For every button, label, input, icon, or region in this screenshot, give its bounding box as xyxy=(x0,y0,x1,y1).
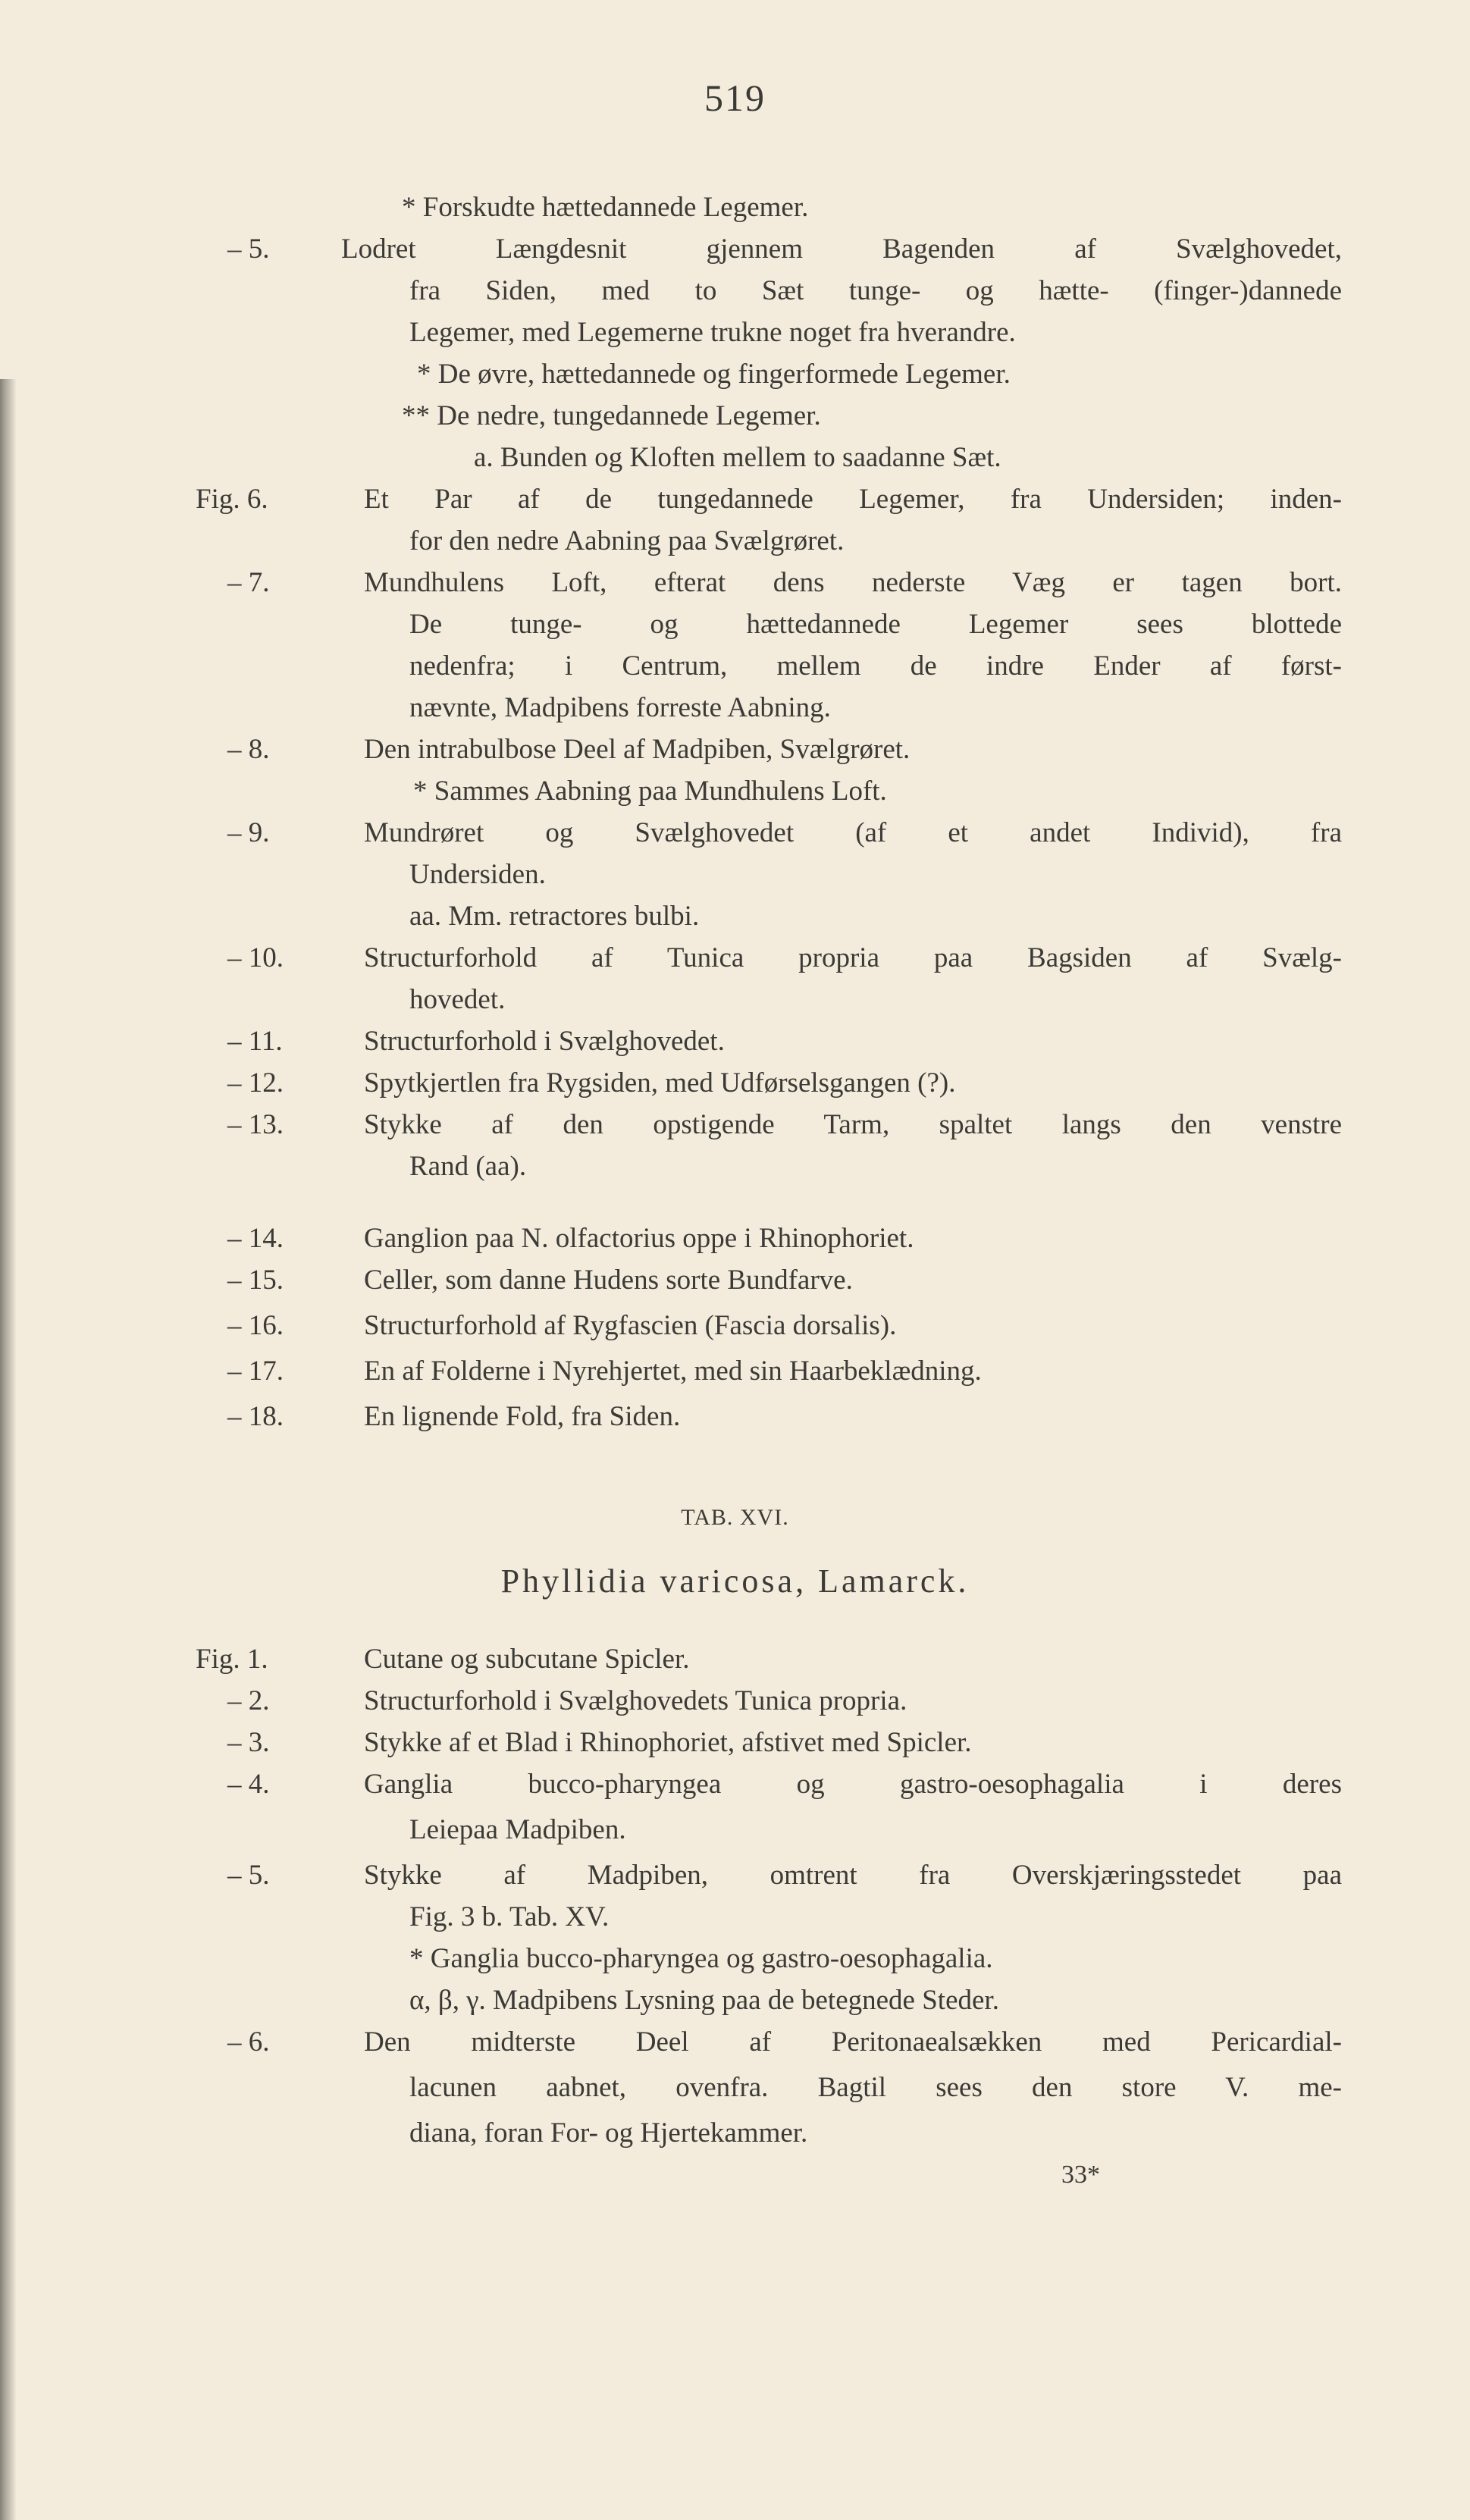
text-line: Undersiden. xyxy=(409,859,546,890)
plate-heading: TAB. XVI. xyxy=(681,1505,789,1530)
text-line: lacunen aabnet, ovenfra. Bagtil sees den store V. me- xyxy=(409,2072,1342,2103)
text-line: Mundhulens Loft, efterat dens nederste Væg er tagen bort. xyxy=(364,567,1342,598)
text-line: Rand (aa). xyxy=(409,1151,527,1182)
text-line: nedenfra; i Centrum, mellem de indre Ender af først- xyxy=(409,650,1342,682)
figure-label: – 4. xyxy=(227,1769,270,1800)
text-line: a. Bunden og Kloften mellem to saadanne Sæt. xyxy=(474,442,1001,473)
figure-label: Fig. 1. xyxy=(196,1644,268,1675)
text-line: for den nedre Aabning paa Svælgrøret. xyxy=(409,525,845,556)
figure-label: – 5. xyxy=(227,234,270,265)
text-line: Den intrabulbose Deel af Madpiben, Svælgrøret. xyxy=(364,734,911,765)
text-line: Ganglion paa N. olfactorius oppe i Rhinophoriet. xyxy=(364,1223,914,1254)
text-line: Structurforhold i Svælghovedet. xyxy=(364,1026,725,1057)
text-line: α, β, γ. Madpibens Lysning paa de betegnede Steder. xyxy=(409,1985,999,2016)
figure-label: – 12. xyxy=(227,1067,284,1099)
text-line: Fig. 3 b. Tab. XV. xyxy=(409,1901,610,1932)
text-line: aa. Mm. retractores bulbi. xyxy=(409,901,700,932)
text-line: hovedet. xyxy=(409,984,506,1015)
text-line: fra Siden, med to Sæt tunge- og hætte- (finger-)dannede xyxy=(409,275,1342,306)
text-line: ** De nedre, tungedannede Legemer. xyxy=(402,400,821,431)
figure-label: – 14. xyxy=(227,1223,284,1254)
figure-label: – 6. xyxy=(227,2026,270,2058)
text-line: Structurforhold i Svælghovedets Tunica propria. xyxy=(364,1685,907,1716)
text-line: * Ganglia bucco-pharyngea og gastro-oesophagalia. xyxy=(409,1943,993,1974)
figure-label: – 8. xyxy=(227,734,270,765)
text-line: Legemer, med Legemerne trukne noget fra hverandre. xyxy=(409,317,1016,348)
text-line: Ganglia bucco-pharyngea og gastro-oesophagalia i deres xyxy=(364,1769,1342,1800)
page-edge-shadow xyxy=(0,379,17,2520)
text-line: Celler, som danne Hudens sorte Bundfarve. xyxy=(364,1265,853,1296)
text-line: Cutane og subcutane Spicler. xyxy=(364,1644,690,1675)
figure-label: – 16. xyxy=(227,1310,284,1341)
text-line: Leiepaa Madpiben. xyxy=(409,1814,626,1845)
figure-label: – 17. xyxy=(227,1356,284,1387)
text-line: * De øvre, hættedannede og fingerformede Legemer. xyxy=(417,359,1011,390)
text-line: Den midterste Deel af Peritonaealsækken med Pericardial- xyxy=(364,2026,1342,2058)
text-line: nævnte, Madpibens forreste Aabning. xyxy=(409,692,831,723)
text-line: Stykke af den opstigende Tarm, spaltet langs den venstre xyxy=(364,1109,1342,1140)
text-line: Spytkjertlen fra Rygsiden, med Udførselsgangen (?). xyxy=(364,1067,956,1099)
text-line: Stykke af et Blad i Rhinophoriet, afstivet med Spicler. xyxy=(364,1727,972,1758)
text-line: De tunge- og hættedannede Legemer sees blottede xyxy=(409,609,1342,640)
text-line: Mundrøret og Svælghovedet (af et andet Individ), fra xyxy=(364,817,1342,848)
text-line: * Forskudte hættedannede Legemer. xyxy=(402,192,809,223)
text-line: * Sammes Aabning paa Mundhulens Loft. xyxy=(413,776,887,807)
figure-label: – 2. xyxy=(227,1685,270,1716)
text-line: Structurforhold af Tunica propria paa Bagsiden af Svælg- xyxy=(364,942,1342,973)
figure-label: – 5. xyxy=(227,1860,270,1891)
text-line: En af Folderne i Nyrehjertet, med sin Haarbeklædning. xyxy=(364,1356,982,1387)
figure-label: – 3. xyxy=(227,1727,270,1758)
figure-label: – 10. xyxy=(227,942,284,973)
figure-label: – 11. xyxy=(227,1026,283,1057)
text-line: Lodret Længdesnit gjennem Bagenden af Svælghovedet, xyxy=(341,234,1342,265)
figure-label: Fig. 6. xyxy=(196,484,268,515)
figure-label: – 9. xyxy=(227,817,270,848)
figure-label: – 18. xyxy=(227,1401,284,1432)
text-line: Et Par af de tungedannede Legemer, fra Undersiden; inden- xyxy=(364,484,1342,515)
figure-label: – 7. xyxy=(227,567,270,598)
page-number: 519 xyxy=(704,77,766,119)
text-line: diana, foran For- og Hjertekammer. xyxy=(409,2117,808,2149)
signature-mark: 33* xyxy=(1061,2161,1100,2189)
figure-label: – 13. xyxy=(227,1109,284,1140)
figure-label: – 15. xyxy=(227,1265,284,1296)
text-line: En lignende Fold, fra Siden. xyxy=(364,1401,681,1432)
text-line: Structurforhold af Rygfascien (Fascia dorsalis). xyxy=(364,1310,897,1341)
text-line: Stykke af Madpiben, omtrent fra Overskjæringsstedet paa xyxy=(364,1860,1342,1891)
species-title: Phyllidia varicosa, Lamarck. xyxy=(500,1562,970,1600)
